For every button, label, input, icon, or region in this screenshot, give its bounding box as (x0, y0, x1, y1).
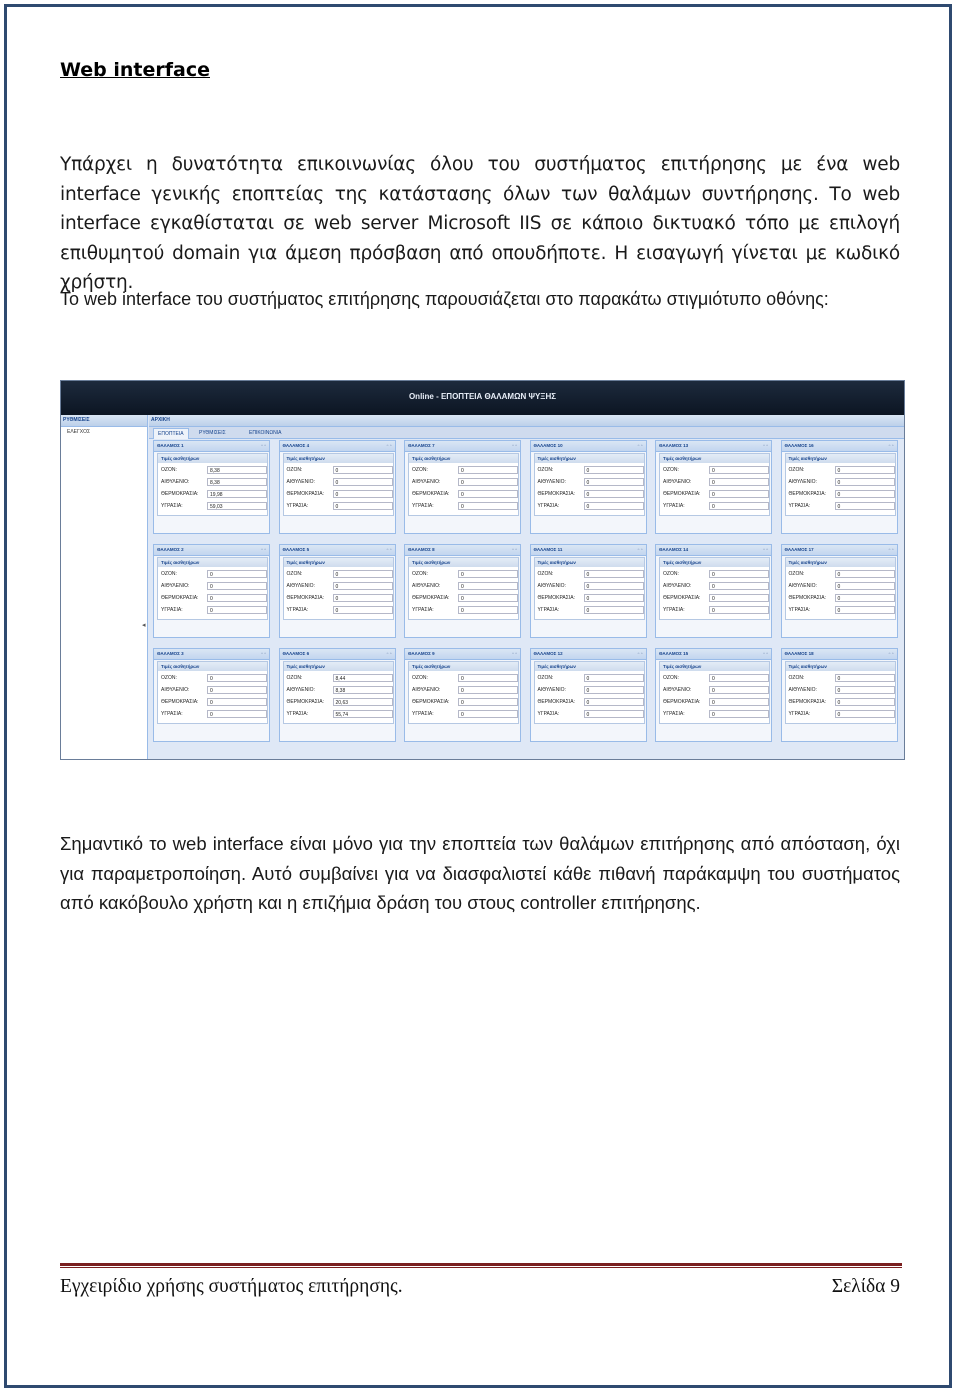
sensor-value-field[interactable]: 8,44 (333, 674, 393, 682)
room-panel (781, 440, 898, 534)
sensor-label: ΑΙΘΥΛΕΝΙΟ: (286, 479, 315, 485)
fieldset-title: Τιμές αισθητήρων (786, 558, 895, 567)
panel-tools-icon[interactable]: ▫ ▫ (512, 651, 517, 657)
panel-tools-icon[interactable]: ▫ ▫ (888, 547, 894, 553)
fieldset-title: Τιμές αισθητήρων (284, 558, 393, 567)
sensor-label: ΥΓΡΑΣΙΑ: (161, 711, 183, 717)
sensor-label: ΘΕΡΜΟΚΡΑΣΙΑ: (537, 595, 575, 601)
room-title (656, 545, 771, 556)
section-heading: Web interface (60, 59, 210, 81)
sensor-label: ΟΖΟΝ: (788, 571, 805, 577)
sensor-label: ΘΕΡΜΟΚΡΑΣΙΑ: (161, 595, 199, 601)
sensor-label: ΑΙΘΥΛΕΝΙΟ: (663, 687, 692, 693)
sensor-fieldset (785, 661, 896, 724)
sensor-label: ΑΙΘΥΛΕΝΙΟ: (788, 687, 817, 693)
room-title (656, 441, 771, 452)
room-name: ΘΑΛΑΜΟΣ 11 (533, 547, 563, 552)
sensor-label: ΑΙΘΥΛΕΝΙΟ: (663, 479, 692, 485)
sensor-label: ΑΙΘΥΛΕΝΙΟ: (286, 583, 315, 589)
sensor-value-field[interactable]: 0 (207, 686, 267, 694)
sensor-label: ΘΕΡΜΟΚΡΑΣΙΑ: (286, 491, 324, 497)
room-name: ΘΑΛΑΜΟΣ 10 (533, 443, 563, 448)
sensor-fieldset (283, 453, 394, 516)
room-name: ΘΑΛΑΜΟΣ 5 (282, 547, 310, 552)
sensor-label: ΑΙΘΥΛΕΝΙΟ: (537, 479, 566, 485)
room-title (531, 441, 646, 452)
room-name: ΘΑΛΑΜΟΣ 13 (659, 443, 689, 448)
sensor-label: ΥΓΡΑΣΙΑ: (286, 607, 309, 613)
fieldset-title: Τιμές αισθητήρων (409, 662, 518, 671)
sensor-fieldset (659, 453, 770, 516)
room-panel (530, 440, 647, 534)
room-name: ΘΑΛΑΜΟΣ 2 (157, 547, 184, 552)
sensor-label: ΥΓΡΑΣΙΑ: (537, 503, 560, 509)
sensor-label: ΟΖΟΝ: (412, 675, 428, 681)
sensor-value-field[interactable]: 0 (458, 502, 518, 510)
room-panel (404, 440, 521, 534)
sensor-label: ΘΕΡΜΟΚΡΑΣΙΑ: (788, 491, 826, 497)
sensor-value-field[interactable]: 0 (835, 674, 895, 682)
sensor-fieldset (785, 453, 896, 516)
sensor-value-field[interactable]: 0 (584, 582, 644, 590)
sensor-label: ΥΓΡΑΣΙΑ: (663, 607, 685, 613)
fieldset-title: Τιμές αισθητήρων (158, 662, 267, 671)
sensor-label: ΘΕΡΜΟΚΡΑΣΙΑ: (161, 699, 199, 705)
fieldset-title: Τιμές αισθητήρων (284, 454, 393, 463)
sensor-label: ΑΙΘΥΛΕΝΙΟ: (161, 583, 190, 589)
sensor-label: ΘΕΡΜΟΚΡΑΣΙΑ: (161, 491, 199, 497)
fieldset-title: Τιμές αισθητήρων (535, 662, 644, 671)
room-title (531, 545, 646, 556)
sensor-value-field[interactable]: 0 (458, 686, 518, 694)
sensor-fieldset (659, 557, 770, 620)
sensor-value-field[interactable]: 0 (333, 502, 393, 510)
sensor-label: ΘΕΡΜΟΚΡΑΣΙΑ: (286, 699, 324, 705)
sensor-value-field[interactable]: 0 (458, 490, 518, 498)
sensor-label: ΥΓΡΑΣΙΑ: (663, 711, 685, 717)
room-name: ΘΑΛΑΜΟΣ 17 (784, 547, 814, 552)
sensor-value-field[interactable]: 0 (333, 594, 393, 602)
room-title (280, 649, 395, 660)
sensor-value-field[interactable]: 0 (207, 710, 267, 718)
tab-settings[interactable]: ΡΥΘΜΙΣΕΙΣ (199, 430, 226, 436)
sensor-label: ΥΓΡΑΣΙΑ: (412, 711, 434, 717)
room-title (280, 545, 395, 556)
room-title (782, 545, 897, 556)
sensor-fieldset (659, 661, 770, 724)
footer-rule (60, 1263, 902, 1266)
room-panel (781, 544, 898, 638)
room-title (154, 441, 269, 452)
sensor-value-field[interactable]: 0 (584, 674, 644, 682)
sensor-label: ΘΕΡΜΟΚΡΑΣΙΑ: (537, 699, 575, 705)
room-title (154, 545, 269, 556)
panel-tools-icon[interactable]: ▫ ▫ (763, 651, 768, 657)
sensor-label: ΟΖΟΝ: (537, 675, 554, 681)
sensor-value-field[interactable]: 0 (584, 606, 644, 614)
sensor-value-field[interactable]: 0 (458, 674, 518, 682)
room-panel (655, 648, 772, 742)
sensor-value-field[interactable]: 0 (584, 570, 644, 578)
sensor-value-field[interactable]: 0 (584, 466, 644, 474)
sensor-value-field[interactable]: 55,74 (333, 710, 393, 718)
sensor-label: ΟΖΟΝ: (788, 467, 805, 473)
room-title (405, 649, 520, 660)
screenshot-caption: Το web interface του συστήματος επιτήρησης παρουσιάζεται στο παρακάτω στιγμιότυπο οθόνης: (60, 289, 829, 309)
sensor-label: ΑΙΘΥΛΕΝΙΟ: (788, 479, 817, 485)
sensor-value-field[interactable]: 0 (835, 710, 895, 718)
sensor-label: ΟΖΟΝ: (286, 675, 303, 681)
sensor-value-field[interactable]: 0 (333, 570, 393, 578)
sensor-label: ΑΙΘΥΛΕΝΙΟ: (412, 479, 441, 485)
sensor-value-field[interactable]: 0 (333, 490, 393, 498)
sensor-label: ΑΙΘΥΛΕΝΙΟ: (537, 687, 566, 693)
sensor-value-field[interactable]: 0 (835, 582, 895, 590)
room-title (405, 545, 520, 556)
main-panel-header: ΑΡΧΙΚΗ (149, 415, 904, 427)
sensor-value-field[interactable]: 0 (709, 490, 769, 498)
sensor-value-field[interactable]: 0 (333, 478, 393, 486)
sensor-label: ΑΙΘΥΛΕΝΙΟ: (663, 583, 692, 589)
sensor-value-field[interactable]: 0 (835, 490, 895, 498)
sensor-value-field[interactable]: 0 (207, 698, 267, 706)
sensor-value-field[interactable]: 0 (835, 698, 895, 706)
room-name: ΘΑΛΑΜΟΣ 4 (282, 443, 310, 448)
sensor-label: ΥΓΡΑΣΙΑ: (161, 607, 183, 613)
sensor-fieldset (157, 661, 268, 724)
sensor-label: ΑΙΘΥΛΕΝΙΟ: (537, 583, 566, 589)
sensor-label: ΑΙΘΥΛΕΝΙΟ: (788, 583, 817, 589)
fieldset-title: Τιμές αισθητήρων (158, 454, 267, 463)
room-panel (404, 648, 521, 742)
fieldset-title: Τιμές αισθητήρων (535, 454, 644, 463)
sensor-label: ΘΕΡΜΟΚΡΑΣΙΑ: (412, 699, 450, 705)
panel-tools-icon[interactable]: ▫ ▫ (261, 547, 266, 553)
room-panel (530, 648, 647, 742)
sensor-label: ΟΖΟΝ: (537, 571, 554, 577)
footer-title: Εγχειρίδιο χρήσης συστήματος επιτήρησης. (60, 1276, 403, 1297)
room-name: ΘΑΛΑΜΟΣ 6 (282, 651, 310, 656)
sensor-label: ΥΓΡΑΣΙΑ: (788, 711, 811, 717)
sensor-value-field[interactable]: 0 (207, 570, 267, 578)
room-panel (279, 440, 396, 534)
sensor-value-field[interactable]: 0 (458, 594, 518, 602)
sensor-label: ΥΓΡΑΣΙΑ: (412, 503, 434, 509)
sensor-fieldset (785, 557, 896, 620)
sensor-value-field[interactable]: 8,38 (207, 478, 267, 486)
sensor-label: ΟΖΟΝ: (412, 571, 428, 577)
sensor-label: ΥΓΡΑΣΙΑ: (286, 503, 309, 509)
sensor-value-field[interactable]: 0 (709, 478, 769, 486)
sensor-label: ΥΓΡΑΣΙΑ: (286, 711, 309, 717)
sensor-label: ΘΕΡΜΟΚΡΑΣΙΑ: (663, 699, 701, 705)
sensor-value-field[interactable]: 0 (835, 594, 895, 602)
sensor-fieldset (408, 453, 519, 516)
sensor-label: ΑΙΘΥΛΕΝΙΟ: (161, 479, 190, 485)
sensor-value-field[interactable]: 0 (709, 502, 769, 510)
sensor-value-field[interactable]: 20,63 (333, 698, 393, 706)
sensor-label: ΥΓΡΑΣΙΑ: (788, 503, 811, 509)
sensor-value-field[interactable]: 0 (458, 570, 518, 578)
sensor-value-field[interactable]: 0 (835, 502, 895, 510)
panel-tools-icon[interactable]: ▫ ▫ (512, 443, 517, 449)
room-name: ΘΑΛΑΜΟΣ 18 (784, 651, 814, 656)
room-panel (530, 544, 647, 638)
sensor-value-field[interactable]: 0 (584, 710, 644, 718)
sensor-value-field[interactable]: 0 (835, 466, 895, 474)
sensor-value-field[interactable]: 0 (835, 686, 895, 694)
footer-rule-thin (60, 1267, 902, 1268)
tab-strip (149, 427, 904, 439)
room-title (656, 649, 771, 660)
sensor-value-field[interactable]: 0 (584, 698, 644, 706)
sensor-fieldset (534, 557, 645, 620)
sensor-label: ΘΕΡΜΟΚΡΑΣΙΑ: (663, 595, 701, 601)
tab-communication[interactable]: ΕΠΙΚΟΙΝΩΝΙΑ (249, 430, 282, 436)
sensor-value-field[interactable]: 0 (709, 710, 769, 718)
page-number: Σελίδα 9 (831, 1276, 900, 1297)
room-name: ΘΑΛΑΜΟΣ 16 (784, 443, 814, 448)
sensor-value-field[interactable]: 0 (458, 698, 518, 706)
room-panel (655, 440, 772, 534)
fieldset-title: Τιμές αισθητήρων (786, 662, 895, 671)
sensor-value-field[interactable]: 0 (584, 686, 644, 694)
room-title (531, 649, 646, 660)
sensor-value-field[interactable]: 0 (333, 582, 393, 590)
sensor-fieldset (283, 557, 394, 620)
sensor-label: ΑΙΘΥΛΕΝΙΟ: (412, 583, 441, 589)
room-panel (153, 648, 270, 742)
sensor-value-field[interactable]: 0 (709, 594, 769, 602)
panel-tools-icon[interactable]: ▫ ▫ (637, 547, 643, 553)
panel-tools-icon[interactable]: ▫ ▫ (888, 443, 894, 449)
sensor-label: ΥΓΡΑΣΙΑ: (788, 607, 811, 613)
room-name: ΘΑΛΑΜΟΣ 9 (408, 651, 435, 656)
room-panel (153, 440, 270, 534)
room-name: ΘΑΛΑΜΟΣ 15 (659, 651, 689, 656)
room-name: ΘΑΛΑΜΟΣ 12 (533, 651, 563, 656)
sensor-label: ΘΕΡΜΟΚΡΑΣΙΑ: (286, 595, 324, 601)
sensor-value-field[interactable]: 0 (207, 606, 267, 614)
room-name: ΘΑΛΑΜΟΣ 7 (408, 443, 435, 448)
web-interface-screenshot (60, 380, 905, 760)
panel-tools-icon[interactable]: ▫ ▫ (386, 547, 392, 553)
panel-tools-icon[interactable]: ▫ ▫ (637, 651, 643, 657)
fieldset-title: Τιμές αισθητήρων (158, 558, 267, 567)
sensor-label: ΑΙΘΥΛΕΝΙΟ: (286, 687, 315, 693)
sensor-value-field[interactable]: 0 (709, 466, 769, 474)
sensor-value-field[interactable]: 0 (835, 570, 895, 578)
panel-tools-icon[interactable]: ▫ ▫ (888, 651, 894, 657)
sensor-value-field[interactable]: 0 (333, 466, 393, 474)
room-grid (153, 440, 900, 759)
sensor-value-field[interactable]: 0 (584, 478, 644, 486)
sidebar-header: ΡΥΘΜΙΣΕΙΣ (61, 415, 147, 427)
note-paragraph: Σημαντικό το web interface είναι μόνο για την εποπτεία των θαλάμων επιτήρησης από απόσταση, όχι για παραμετροποίηση. Αυτό συμβαίνει για να διασφαλιστεί κάθε πιθανή παράκαμψη του συστήματος από κακόβουλο χρήστη και η επιζήμια δράση του στους controller επιτήρησης. (60, 833, 900, 913)
sensor-label: ΑΙΘΥΛΕΝΙΟ: (412, 687, 441, 693)
fieldset-title: Τιμές αισθητήρων (660, 662, 769, 671)
fieldset-title: Τιμές αισθητήρων (409, 558, 518, 567)
sensor-value-field[interactable]: 19,98 (207, 490, 267, 498)
sensor-fieldset (283, 661, 394, 724)
room-title (782, 441, 897, 452)
sensor-label: ΟΖΟΝ: (663, 571, 679, 577)
sensor-label: ΟΖΟΝ: (161, 675, 177, 681)
room-title (405, 441, 520, 452)
sensor-label: ΟΖΟΝ: (161, 571, 177, 577)
panel-tools-icon[interactable]: ▫ ▫ (637, 443, 643, 449)
sensor-value-field[interactable]: 8,38 (333, 686, 393, 694)
fieldset-title: Τιμές αισθητήρων (786, 454, 895, 463)
panel-tools-icon[interactable]: ▫ ▫ (386, 443, 392, 449)
sensor-value-field[interactable]: 0 (709, 686, 769, 694)
sensor-label: ΥΓΡΑΣΙΑ: (663, 503, 685, 509)
sensor-fieldset (534, 661, 645, 724)
room-panel (781, 648, 898, 742)
sensor-label: ΟΖΟΝ: (161, 467, 177, 473)
sensor-value-field[interactable]: 0 (458, 606, 518, 614)
sensor-value-field[interactable]: 0 (458, 710, 518, 718)
panel-tools-icon[interactable]: ▫ ▫ (261, 651, 266, 657)
sensor-label: ΘΕΡΜΟΚΡΑΣΙΑ: (663, 491, 701, 497)
sensor-label: ΑΙΘΥΛΕΝΙΟ: (161, 687, 190, 693)
panel-tools-icon[interactable]: ▫ ▫ (261, 443, 266, 449)
sidebar-item-control[interactable]: ΕΛΕΓΧΟΣ (67, 429, 91, 435)
sensor-label: ΥΓΡΑΣΙΑ: (161, 503, 183, 509)
room-panel (655, 544, 772, 638)
sensor-fieldset (408, 557, 519, 620)
sensor-label: ΘΕΡΜΟΚΡΑΣΙΑ: (788, 699, 826, 705)
sensor-label: ΟΖΟΝ: (663, 467, 679, 473)
sensor-value-field[interactable]: 0 (458, 466, 518, 474)
sensor-label: ΟΖΟΝ: (412, 467, 428, 473)
room-title (782, 649, 897, 660)
room-title (280, 441, 395, 452)
sensor-label: ΟΖΟΝ: (286, 467, 303, 473)
sensor-value-field[interactable]: 0 (835, 478, 895, 486)
room-panel (279, 648, 396, 742)
sensor-label: ΟΖΟΝ: (663, 675, 679, 681)
main-panel (149, 415, 904, 759)
room-name: ΘΑΛΑΜΟΣ 14 (659, 547, 689, 552)
sensor-value-field[interactable]: 0 (584, 502, 644, 510)
sensor-value-field[interactable]: 0 (709, 606, 769, 614)
tab-monitoring[interactable]: ΕΠΟΠΤΕΙΑ (153, 428, 189, 439)
sensor-value-field[interactable]: 0 (709, 674, 769, 682)
sensor-value-field[interactable]: 59,03 (207, 502, 267, 510)
sensor-value-field[interactable]: 0 (584, 490, 644, 498)
sensor-value-field[interactable]: 0 (458, 582, 518, 590)
room-panel (279, 544, 396, 638)
sensor-label: ΟΖΟΝ: (537, 467, 554, 473)
room-name: ΘΑΛΑΜΟΣ 3 (157, 651, 184, 656)
sensor-label: ΘΕΡΜΟΚΡΑΣΙΑ: (788, 595, 826, 601)
sensor-label: ΥΓΡΑΣΙΑ: (537, 607, 560, 613)
room-name: ΘΑΛΑΜΟΣ 1 (157, 443, 184, 448)
room-panel (153, 544, 270, 638)
sensor-label: ΟΖΟΝ: (788, 675, 805, 681)
sensor-value-field[interactable]: 0 (207, 582, 267, 590)
sensor-value-field[interactable]: 0 (207, 594, 267, 602)
room-name: ΘΑΛΑΜΟΣ 8 (408, 547, 435, 552)
sensor-value-field[interactable]: 0 (333, 606, 393, 614)
sensor-label: ΘΕΡΜΟΚΡΑΣΙΑ: (412, 491, 450, 497)
sensor-value-field[interactable]: 0 (709, 698, 769, 706)
fieldset-title: Τιμές αισθητήρων (660, 454, 769, 463)
sensor-value-field[interactable]: 0 (709, 570, 769, 578)
settings-sidebar (61, 415, 148, 759)
sensor-fieldset (157, 453, 268, 516)
room-panel (404, 544, 521, 638)
room-title (154, 649, 269, 660)
sensor-fieldset (534, 453, 645, 516)
fieldset-title: Τιμές αισθητήρων (284, 662, 393, 671)
collapse-arrow-icon[interactable]: ◂ (142, 622, 146, 629)
sensor-value-field[interactable]: 0 (835, 606, 895, 614)
sensor-fieldset (408, 661, 519, 724)
sensor-label: ΥΓΡΑΣΙΑ: (412, 607, 434, 613)
fieldset-title: Τιμές αισθητήρων (660, 558, 769, 567)
sensor-value-field[interactable]: 8,38 (207, 466, 267, 474)
sensor-value-field[interactable]: 0 (584, 594, 644, 602)
panel-tools-icon[interactable]: ▫ ▫ (512, 547, 517, 553)
screenshot-title-bar: Online - ΕΠΟΠΤΕΙΑ ΘΑΛΑΜΩΝ ΨΥΞΗΣ (61, 381, 904, 415)
sensor-value-field[interactable]: 0 (207, 674, 267, 682)
panel-tools-icon[interactable]: ▫ ▫ (763, 443, 768, 449)
fieldset-title: Τιμές αισθητήρων (409, 454, 518, 463)
intro-paragraph: Υπάρχει η δυνατότητα επικοινωνίας όλου του συστήματος επιτήρησης με ένα web interface γενικής εποπτείας της κατάστασης όλων των θαλάμων συντήρησης. Το web interface εγκαθίσταται σε web server Microsoft IIS σε κάποιο δικτυακό τόπο με επιλογή επιθυμητού domain για άμεση πρόσβαση από οπουδήποτε. Η εισαγωγή γίνεται με κωδικό χρήστη. (60, 154, 900, 293)
fieldset-title: Τιμές αισθητήρων (535, 558, 644, 567)
panel-tools-icon[interactable]: ▫ ▫ (386, 651, 392, 657)
sensor-label: ΥΓΡΑΣΙΑ: (537, 711, 560, 717)
sensor-label: ΘΕΡΜΟΚΡΑΣΙΑ: (537, 491, 575, 497)
sensor-value-field[interactable]: 0 (458, 478, 518, 486)
sensor-fieldset (157, 557, 268, 620)
sensor-label: ΟΖΟΝ: (286, 571, 303, 577)
sensor-label: ΘΕΡΜΟΚΡΑΣΙΑ: (412, 595, 450, 601)
panel-tools-icon[interactable]: ▫ ▫ (763, 547, 768, 553)
sensor-value-field[interactable]: 0 (709, 582, 769, 590)
